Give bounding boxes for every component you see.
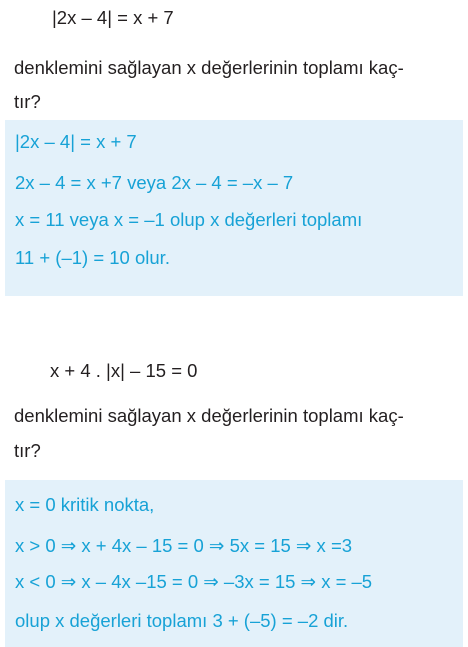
solution-2-line: x < 0 ⇒ x – 4x –15 = 0 ⇒ –3x = 15 ⇒ x = –5 bbox=[15, 571, 373, 592]
solution-2-line: x > 0 ⇒ x + 4x – 15 = 0 ⇒ 5x = 15 ⇒ x =3 bbox=[15, 535, 353, 556]
solution-1-line: 11 + (–1) = 10 olur. bbox=[15, 247, 170, 268]
problem-1-question-line-2: tır? bbox=[14, 91, 41, 112]
problem-1-equation: |2x – 4| = x + 7 bbox=[52, 7, 174, 28]
solution-1-box bbox=[5, 120, 463, 296]
solution-2-line: x = 0 kritik nokta, bbox=[15, 494, 155, 515]
solution-1-line: x = 11 veya x = –1 olup x değerleri toplamı bbox=[15, 209, 363, 230]
solution-1-line: 2x – 4 = x +7 veya 2x – 4 = –x – 7 bbox=[15, 172, 294, 193]
problem-1-question-line-1: denklemini sağlayan x değerlerinin toplamı kaç- bbox=[14, 57, 404, 78]
solution-1-line: |2x – 4| = x + 7 bbox=[15, 131, 137, 152]
solution-2-line: olup x değerleri toplamı 3 + (–5) = –2 dir. bbox=[15, 610, 349, 631]
problem-2-question-line-2: tır? bbox=[14, 440, 41, 461]
solution-2-box bbox=[5, 480, 463, 647]
problem-2-question-line-1: denklemini sağlayan x değerlerinin toplamı kaç- bbox=[14, 405, 404, 426]
problem-2-equation: x + 4 . |x| – 15 = 0 bbox=[50, 360, 198, 381]
